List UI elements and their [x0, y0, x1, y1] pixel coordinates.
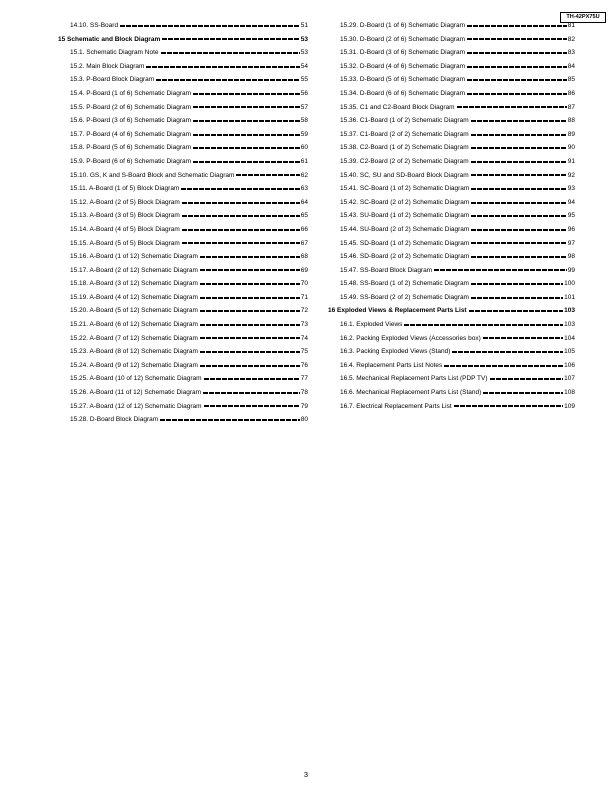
toc-entry-label: 15.6. P-Board (3 of 6) Schematic Diagram [70, 117, 192, 125]
toc-entry-label: 15.34. D-Board (6 of 6) Schematic Diagram [340, 89, 465, 97]
dot-leader [471, 242, 566, 244]
toc-entry[interactable] [328, 318, 575, 332]
toc-entry[interactable] [58, 128, 308, 142]
model-number-label: TH-42PX75U [560, 12, 606, 23]
toc-entry[interactable] [58, 141, 308, 155]
toc-entry-page: 63 [300, 185, 308, 193]
toc-entry-page: 74 [300, 334, 308, 342]
toc-entry[interactable] [328, 128, 575, 142]
toc-entry-page: 84 [567, 62, 575, 70]
toc-entry-page: 103 [564, 321, 575, 329]
toc-entry-label: 15.41. SC-Board (1 of 2) Schematic Diagram [340, 185, 470, 193]
toc-entry-label: 15.19. A-Board (4 of 12) Schematic Diagram [70, 293, 198, 301]
toc-entry-page: 67 [300, 239, 308, 247]
toc-entry-label: 15.29. D-Board (1 of 6) Schematic Diagram [340, 22, 465, 29]
toc-entry-label: 15.40. SC, SU and SD-Board Block Diagram [340, 171, 469, 179]
toc-entry[interactable] [328, 196, 575, 210]
toc-entry-label: 15.33. D-Board (5 of 6) Schematic Diagram [340, 76, 465, 84]
toc-entry-page: 70 [300, 280, 308, 288]
toc-entry[interactable] [328, 19, 575, 33]
toc-entry-page: 97 [567, 239, 575, 247]
toc-entry-label: 15.32. D-Board (4 of 6) Schematic Diagram [340, 62, 465, 70]
toc-entry-page: 99 [567, 266, 575, 274]
toc-entry-page: 96 [567, 225, 575, 233]
toc-entry-label: 15.38. C2-Board (1 of 2) Schematic Diagram [340, 144, 469, 152]
toc-entry[interactable] [328, 114, 575, 128]
toc-entry[interactable] [58, 345, 308, 359]
toc-entry[interactable] [58, 332, 308, 346]
dot-leader [457, 106, 567, 108]
toc-entry[interactable] [328, 87, 575, 101]
toc-entry-page: 54 [300, 62, 308, 70]
dot-leader [471, 229, 566, 231]
toc-entry-label: 15.14. A-Board (4 of 5) Block Diagram [70, 225, 180, 233]
toc-entry[interactable] [58, 46, 308, 60]
toc-entry[interactable] [58, 237, 308, 251]
toc-entry[interactable] [328, 359, 575, 373]
toc-entry-label: 15.43. SU-Board (1 of 2) Schematic Diagram [340, 212, 470, 220]
dot-leader [483, 392, 563, 394]
toc-section-heading[interactable] [328, 304, 575, 318]
toc-entry[interactable] [58, 87, 308, 101]
dot-leader [471, 202, 566, 204]
toc-entry-label: 15.26. A-Board (11 of 12) Schematic Diagram [70, 389, 202, 397]
dot-leader [454, 405, 564, 407]
toc-entry-page: 65 [300, 212, 308, 220]
toc-entry-label: 15 Schematic and Block Diagram [58, 35, 161, 43]
dot-leader [200, 351, 300, 353]
toc-entry-page: 73 [300, 321, 308, 329]
toc-entry-label: 15.36. C1-Board (1 of 2) Schematic Diagram [340, 117, 469, 125]
toc-entry[interactable] [58, 182, 308, 196]
dot-leader [444, 365, 563, 367]
toc-entry-page: 62 [300, 171, 308, 179]
toc-entry[interactable] [328, 141, 575, 155]
dot-leader [193, 106, 300, 108]
toc-entry-label: 15.3. P-Board Block Diagram [70, 76, 155, 84]
dot-leader [193, 147, 300, 149]
dot-leader [471, 188, 566, 190]
toc-entry[interactable] [328, 291, 575, 305]
dot-leader [467, 66, 567, 68]
toc-entry-label: 15.13. A-Board (3 of 5) Block Diagram [70, 212, 180, 220]
toc-entry-label: 15.9. P-Board (6 of 6) Schematic Diagram [70, 157, 192, 165]
toc-entry-page: 76 [300, 361, 308, 369]
toc-entry[interactable] [58, 101, 308, 115]
toc-entry-label: 15.27. A-Board (12 of 12) Schematic Diagram [70, 402, 202, 410]
toc-entry-page: 68 [300, 253, 308, 261]
toc-entry-page: 91 [567, 157, 575, 165]
dot-leader [161, 52, 300, 54]
toc-entry-label: 15.46. SD-Board (2 of 2) Schematic Diagram [340, 253, 470, 261]
toc-entry-page: 87 [567, 103, 575, 111]
toc-entry-label: 15.16. A-Board (1 of 12) Schematic Diagram [70, 253, 198, 261]
toc-entry[interactable] [58, 250, 308, 264]
toc-entry-page: 72 [300, 307, 308, 315]
toc-entry-label: 15.49. SS-Board (2 of 2) Schematic Diagram [340, 293, 469, 301]
toc-entry[interactable] [58, 114, 308, 128]
toc-entry-label: 16.4. Replacement Parts List Notes [340, 361, 443, 369]
toc-entry[interactable] [58, 19, 308, 33]
toc-entry-label: 15.35. C1 and C2-Board Block Diagram [340, 103, 455, 111]
toc-entry[interactable] [58, 223, 308, 237]
dot-leader [193, 120, 300, 122]
toc-entry-page: 66 [300, 225, 308, 233]
toc-entry-page: 59 [300, 130, 308, 138]
toc-entry-label: 15.37. C1-Board (2 of 2) Schematic Diagram [340, 130, 469, 138]
dot-leader [471, 283, 563, 285]
dot-leader [200, 269, 300, 271]
toc-entry-page: 75 [300, 348, 308, 356]
toc-entry-label: 16.5. Mechanical Replacement Parts List (PDP TV) [340, 375, 488, 383]
toc-entry-label: 16.1. Exploded Views [340, 321, 403, 329]
toc-entry-label: 15.5. P-Board (2 of 6) Schematic Diagram [70, 103, 192, 111]
toc-entry-page: 61 [300, 157, 308, 165]
dot-leader [200, 283, 300, 285]
toc-entry[interactable] [58, 155, 308, 169]
toc-entry[interactable] [58, 359, 308, 373]
toc-entry-page: 60 [300, 144, 308, 152]
toc-entry-page: 86 [567, 89, 575, 97]
dot-leader [146, 66, 299, 68]
toc-entry[interactable] [328, 264, 575, 278]
dot-leader [182, 215, 300, 217]
toc-entry-label: 15.24. A-Board (9 of 12) Schematic Diagram [70, 361, 198, 369]
toc-entry-page: 94 [567, 198, 575, 206]
toc-entry-label: 16.7. Electrical Replacement Parts List [340, 402, 452, 410]
toc-entry-label: 14.10. SS-Board [70, 22, 119, 29]
dot-leader [471, 120, 567, 122]
toc-entry-label: 15.12. A-Board (2 of 5) Block Diagram [70, 198, 180, 206]
toc-entry[interactable] [58, 386, 308, 400]
toc-entry-page: 103 [564, 307, 575, 315]
dot-leader [469, 310, 564, 312]
dot-leader [193, 134, 300, 136]
toc-entry-page: 85 [567, 76, 575, 84]
dot-leader [182, 202, 300, 204]
dot-leader [156, 79, 300, 81]
toc-entry-label: 15.48. SS-Board (1 of 2) Schematic Diagram [340, 280, 469, 288]
toc-entry-label: 15.15. A-Board (5 of 5) Block Diagram [70, 239, 180, 247]
toc-entry-page: 81 [567, 22, 575, 29]
toc-entry[interactable] [58, 413, 308, 427]
dot-leader [471, 297, 563, 299]
toc-entry[interactable] [328, 73, 575, 87]
toc-entry[interactable] [328, 386, 575, 400]
toc-entry[interactable] [58, 209, 308, 223]
toc-entry[interactable] [328, 209, 575, 223]
toc-entry-page: 80 [300, 416, 308, 424]
toc-entry-label: 15.11. A-Board (1 of 5) Block Diagram [70, 185, 180, 193]
dot-leader [160, 419, 300, 421]
dot-leader [200, 256, 300, 258]
toc-entry-label: 15.18. A-Board (3 of 12) Schematic Diagram [70, 280, 198, 288]
dot-leader [200, 365, 300, 367]
dot-leader [452, 351, 563, 353]
toc-entry[interactable] [328, 400, 575, 414]
toc-entry[interactable] [328, 33, 575, 47]
toc-entry[interactable] [328, 223, 575, 237]
toc-entry-label: 15.17. A-Board (2 of 12) Schematic Diagram [70, 266, 198, 274]
dot-leader [200, 310, 300, 312]
toc-entry[interactable] [328, 182, 575, 196]
dot-leader [200, 297, 300, 299]
dot-leader [467, 52, 567, 54]
toc-entry-page: 64 [300, 198, 308, 206]
toc-entry-label: 16.3. Packing Exploded Views (Stand) [340, 348, 451, 356]
toc-entry[interactable] [58, 291, 308, 305]
dot-leader [467, 38, 567, 40]
toc-entry-label: 15.1. Schematic Diagram Note [70, 49, 159, 57]
dot-leader [193, 161, 300, 163]
toc-entry-page: 107 [564, 375, 575, 383]
toc-entry-page: 101 [564, 293, 575, 301]
dot-leader [471, 174, 567, 176]
dot-leader [203, 392, 300, 394]
toc-entry-page: 51 [300, 22, 308, 29]
dot-leader [182, 242, 300, 244]
toc-entry[interactable] [328, 345, 575, 359]
dot-leader [471, 161, 567, 163]
toc-entry[interactable] [328, 46, 575, 60]
dot-leader [490, 378, 564, 380]
dot-leader [471, 256, 566, 258]
toc-entry-page: 55 [300, 76, 308, 84]
toc-entry-page: 106 [564, 361, 575, 369]
toc-entry-page: 69 [300, 266, 308, 274]
toc-entry[interactable] [58, 264, 308, 278]
toc-entry-page: 109 [564, 402, 575, 410]
toc-entry-label: 15.47. SS-Board Block Diagram [340, 266, 433, 274]
toc-entry-label: 15.44. SU-Board (2 of 2) Schematic Diagram [340, 225, 470, 233]
toc-entry-page: 53 [300, 35, 308, 43]
dot-leader [204, 405, 300, 407]
toc-entry-page: 57 [300, 103, 308, 111]
dot-leader [236, 174, 299, 176]
toc-entry[interactable] [58, 277, 308, 291]
toc-entry-page: 105 [564, 348, 575, 356]
dot-leader [120, 25, 300, 27]
dot-leader [471, 147, 567, 149]
toc-section-heading[interactable] [58, 33, 308, 47]
toc-entry[interactable] [328, 155, 575, 169]
dot-leader [204, 378, 300, 380]
toc-entry[interactable] [58, 304, 308, 318]
dot-leader [200, 324, 300, 326]
toc-entry-label: 16.2. Packing Exploded Views (Accessories box) [340, 334, 481, 342]
toc-entry[interactable] [328, 169, 575, 183]
dot-leader [193, 93, 300, 95]
toc-entry-label: 15.39. C2-Board (2 of 2) Schematic Diagram [340, 157, 469, 165]
dot-leader [404, 324, 563, 326]
toc-entry-page: 93 [567, 185, 575, 193]
toc-entry-label: 15.42. SC-Board (2 of 2) Schematic Diagram [340, 198, 470, 206]
toc-entry-label: 15.10. GS, K and S-Board Block and Schematic Diagram [70, 171, 235, 179]
toc-entry-label: 16 Exploded Views & Replacement Parts List [328, 307, 467, 315]
toc-entry-page: 108 [564, 389, 575, 397]
toc-entry-label: 15.30. D-Board (2 of 6) Schematic Diagram [340, 35, 465, 43]
dot-leader [162, 38, 300, 40]
toc-entry-label: 15.4. P-Board (1 of 6) Schematic Diagram [70, 89, 192, 97]
toc-entry[interactable] [58, 372, 308, 386]
toc-entry[interactable] [328, 250, 575, 264]
toc-entry-label: 15.21. A-Board (6 of 12) Schematic Diagram [70, 321, 198, 329]
dot-leader [467, 25, 567, 27]
dot-leader [200, 337, 300, 339]
toc-entry[interactable] [58, 169, 308, 183]
toc-entry-page: 89 [567, 130, 575, 138]
dot-leader [471, 215, 566, 217]
toc-entry-page: 104 [564, 334, 575, 342]
dot-leader [471, 134, 567, 136]
toc-entry-label: 15.22. A-Board (7 of 12) Schematic Diagram [70, 334, 198, 342]
toc-entry-label: 15.7. P-Board (4 of 6) Schematic Diagram [70, 130, 192, 138]
toc-entry[interactable] [328, 372, 575, 386]
toc-entry-page: 90 [567, 144, 575, 152]
toc-entry[interactable] [58, 73, 308, 87]
toc-right-column [328, 19, 575, 413]
dot-leader [467, 79, 567, 81]
toc-entry[interactable] [58, 318, 308, 332]
toc-entry-page: 95 [567, 212, 575, 220]
toc-entry-label: 15.28. D-Board Block Diagram [70, 416, 159, 424]
toc-left-column [58, 19, 308, 427]
dot-leader [483, 337, 563, 339]
toc-entry[interactable] [328, 237, 575, 251]
toc-entry-label: 15.45. SD-Board (1 of 2) Schematic Diagram [340, 239, 470, 247]
dot-leader [181, 188, 299, 190]
toc-entry-page: 82 [567, 35, 575, 43]
toc-entry-page: 78 [300, 389, 308, 397]
toc-entry[interactable] [328, 332, 575, 346]
toc-entry-page: 92 [567, 171, 575, 179]
toc-entry-page: 88 [567, 117, 575, 125]
page-number: 3 [303, 770, 309, 779]
toc-entry-label: 16.6. Mechanical Replacement Parts List (Stand) [340, 389, 482, 397]
toc-entry-page: 77 [300, 375, 308, 383]
toc-entry-page: 71 [300, 293, 308, 301]
dot-leader [182, 229, 300, 231]
toc-entry-page: 53 [300, 49, 308, 57]
toc-entry-page: 98 [567, 253, 575, 261]
toc-entry[interactable] [328, 101, 575, 115]
toc-entry-label: 15.20. A-Board (5 of 12) Schematic Diagram [70, 307, 198, 315]
toc-entry-page: 100 [564, 280, 575, 288]
toc-entry-page: 58 [300, 117, 308, 125]
toc-entry[interactable] [328, 277, 575, 291]
toc-entry-label: 15.8. P-Board (5 of 6) Schematic Diagram [70, 144, 192, 152]
toc-entry-label: 15.23. A-Board (8 of 12) Schematic Diagram [70, 348, 198, 356]
toc-entry[interactable] [328, 60, 575, 74]
toc-entry[interactable] [58, 60, 308, 74]
toc-entry-page: 79 [300, 402, 308, 410]
toc-entry-label: 15.2. Main Block Diagram [70, 62, 145, 70]
dot-leader [467, 93, 567, 95]
toc-entry-label: 15.31. D-Board (3 of 6) Schematic Diagram [340, 49, 465, 57]
toc-entry-page: 56 [300, 89, 308, 97]
toc-entry[interactable] [58, 196, 308, 210]
toc-entry[interactable] [58, 400, 308, 414]
toc-entry-label: 15.25. A-Board (10 of 12) Schematic Diagram [70, 375, 202, 383]
toc-entry-page: 83 [567, 49, 575, 57]
dot-leader [434, 269, 567, 271]
